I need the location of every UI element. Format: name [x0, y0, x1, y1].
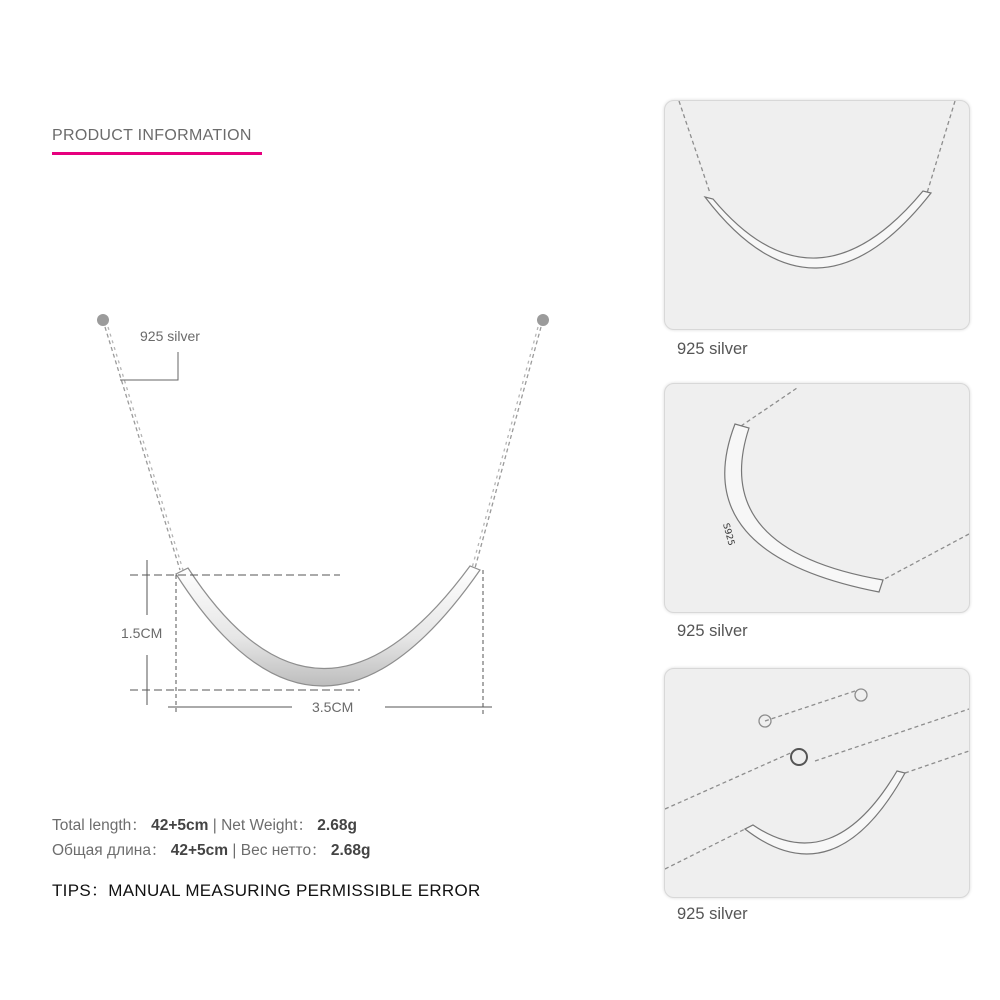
chain-left [105, 327, 183, 570]
product-photo-side [664, 383, 970, 613]
length-value: 42+5cm [170, 842, 229, 859]
necklace-dimension-diagram [0, 0, 640, 760]
photo-caption: 925 silver [677, 905, 748, 923]
length-value: 42+5cm [151, 817, 209, 834]
height-dimension-label: 1.5CM [121, 625, 163, 641]
crescent-pendant [725, 424, 883, 592]
product-photo-clasp [664, 668, 970, 898]
weight-label: Net Weight： [221, 817, 313, 834]
material-pointer-line [120, 352, 178, 380]
tips-text: TIPS：MANUAL MEASURING PERMISSIBLE ERROR [52, 881, 481, 900]
weight-value: 2.68g [330, 842, 371, 859]
length-label: Общая длина： [52, 842, 167, 859]
spec-line-russian [52, 838, 371, 860]
stamp-mark: S925 [720, 522, 736, 547]
length-label: Total length： [52, 817, 147, 834]
product-photo-front [664, 100, 970, 330]
crescent-pendant [745, 771, 905, 854]
width-dimension-label: 3.5CM [312, 699, 354, 715]
photo-caption: 925 silver [677, 622, 748, 640]
crescent-pendant [705, 191, 931, 268]
crescent-pendant [176, 566, 480, 686]
chain-end-dot-right [537, 314, 549, 326]
weight-label: Вес нетто： [240, 842, 327, 859]
section-title: PRODUCT INFORMATION [52, 127, 252, 144]
photo-caption: 925 silver [677, 340, 748, 358]
weight-value: 2.68g [317, 817, 357, 834]
chain-end-dot-left [97, 314, 109, 326]
separator: | [232, 842, 237, 859]
separator: | [212, 817, 217, 834]
clasp-ring [791, 749, 807, 765]
spec-line-english [52, 813, 357, 835]
chain-right [472, 327, 541, 568]
diagram-material-label: 925 silver [140, 328, 200, 344]
